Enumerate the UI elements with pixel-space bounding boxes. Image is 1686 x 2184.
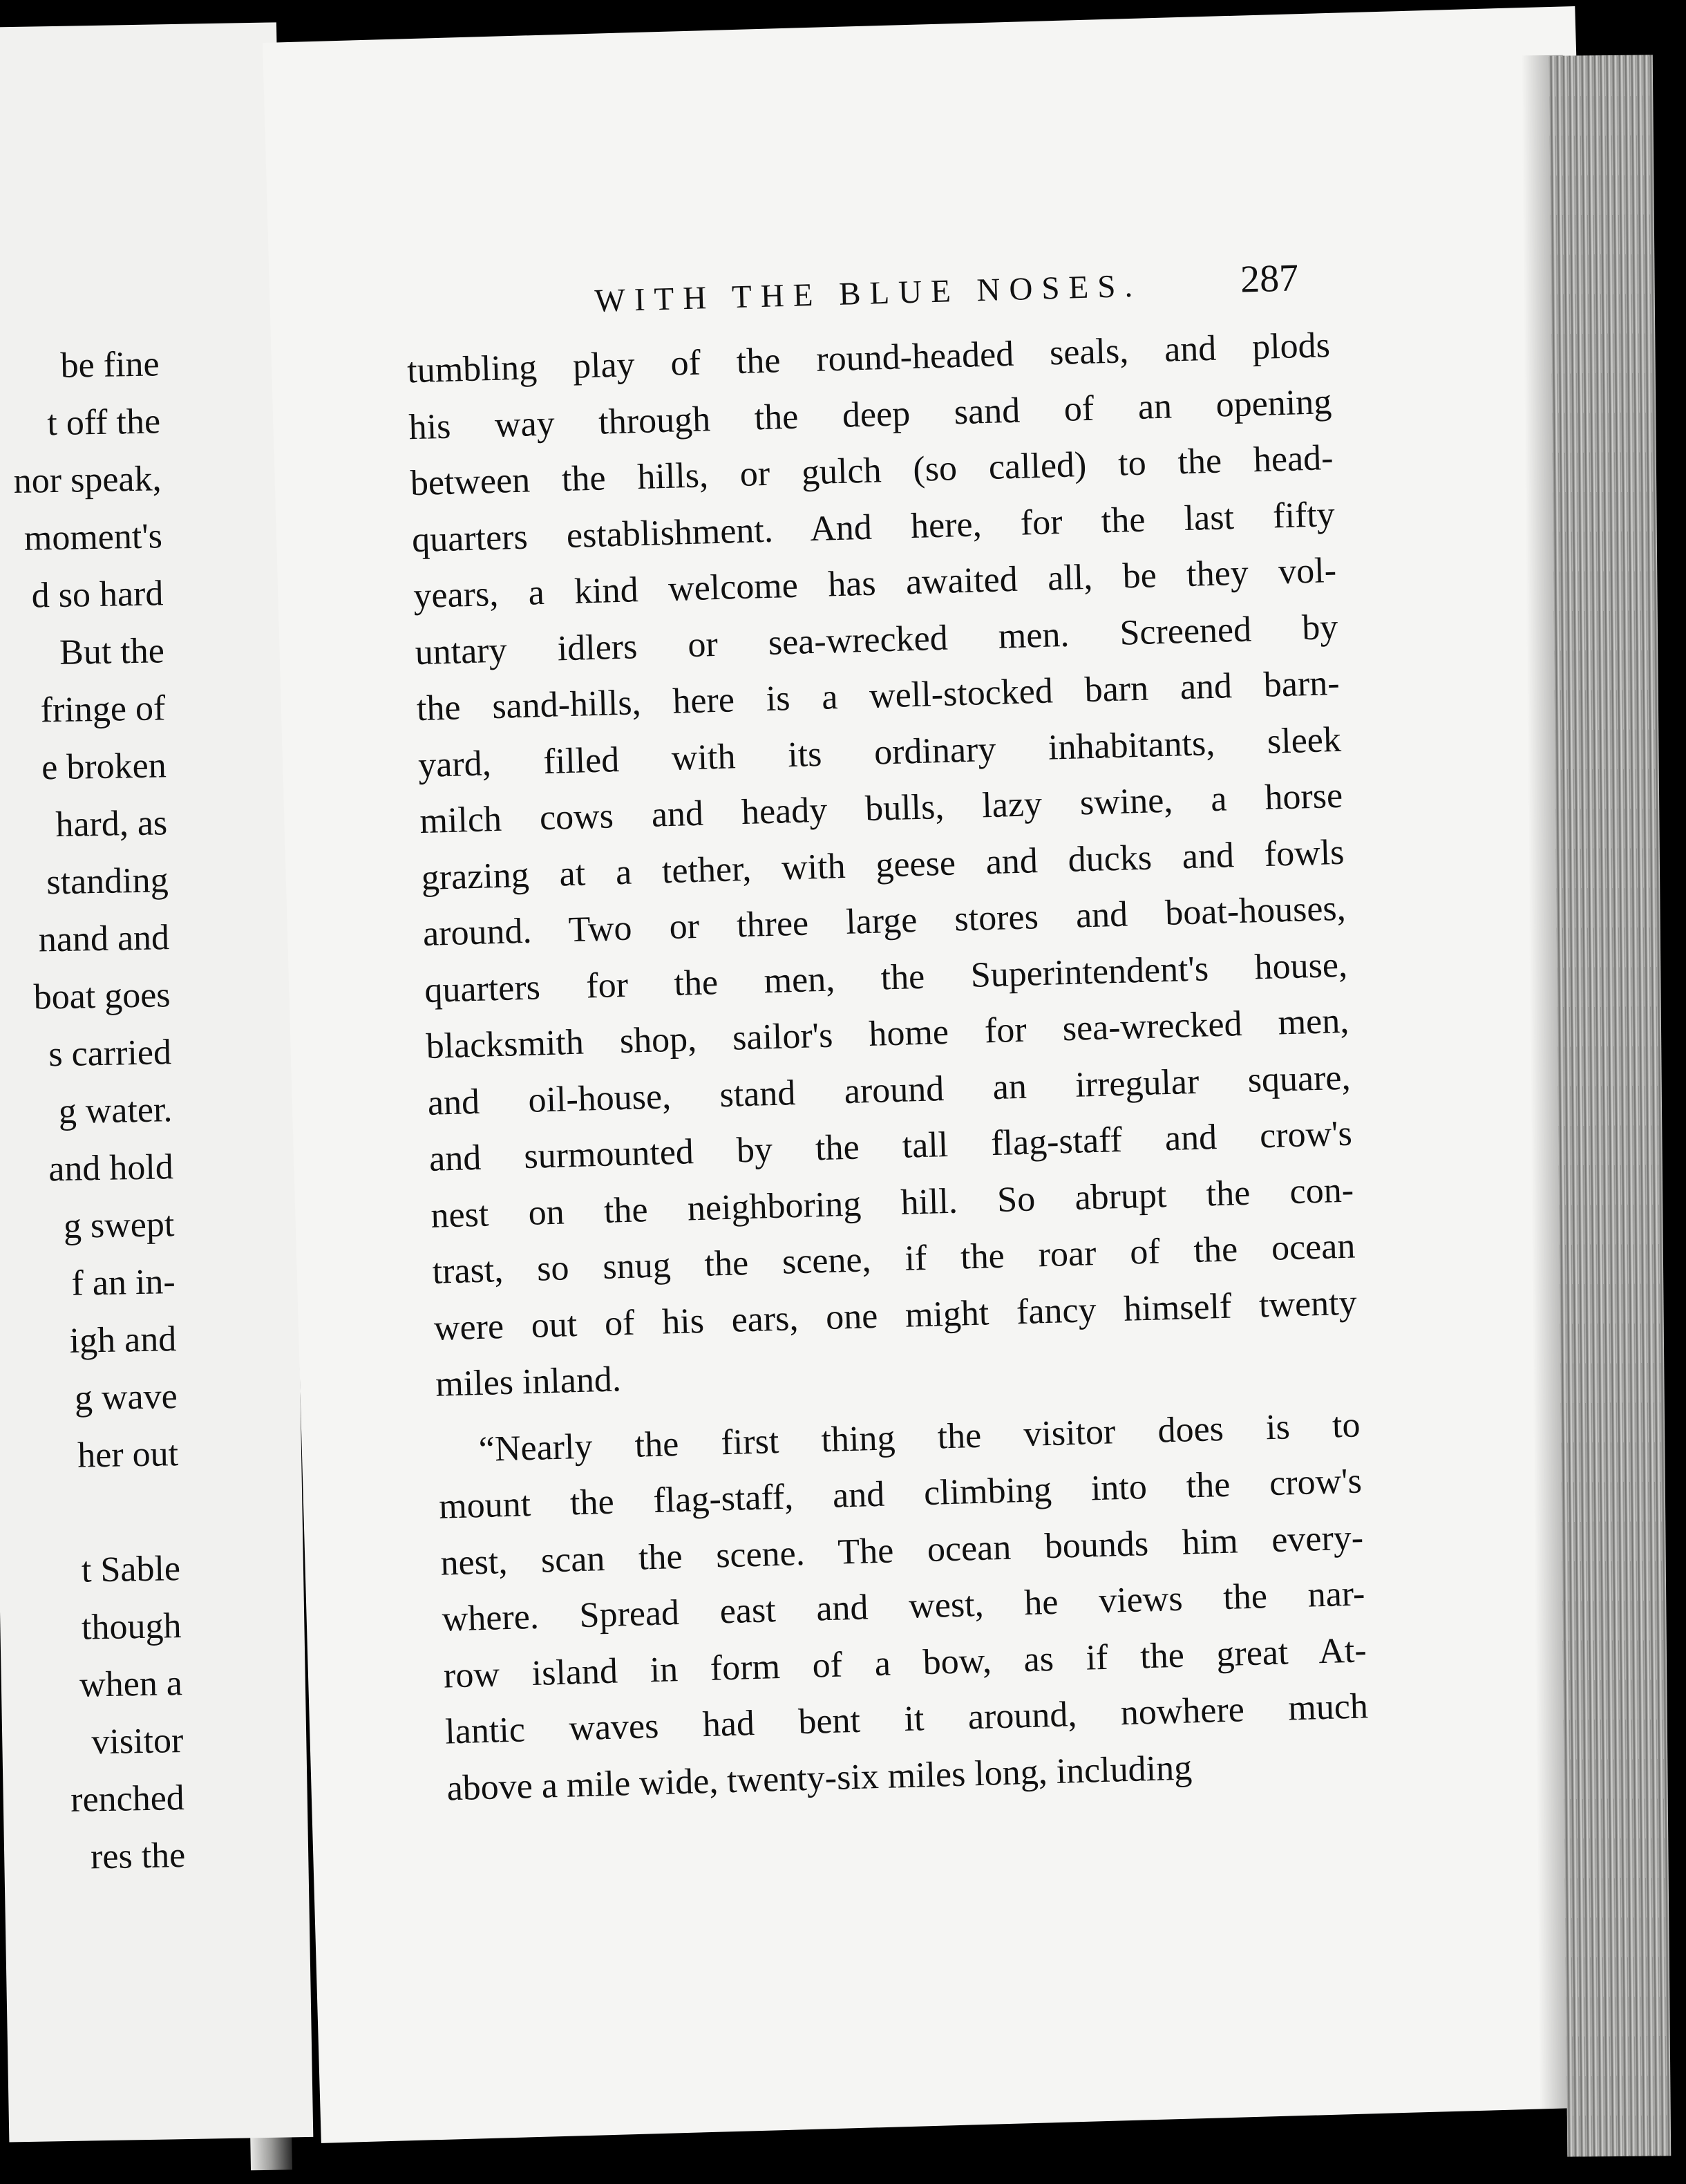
left-page-line: her out bbox=[77, 1434, 179, 1476]
left-page-line: f an in- bbox=[71, 1262, 176, 1303]
text-line: mount the flag-staff, and climbing into the crow's bbox=[438, 1461, 1363, 1527]
text-line: yard, filled with its ordinary inhabitants, sleek bbox=[417, 719, 1342, 785]
text-line: quarters establishment. And here, for the last fifty bbox=[411, 494, 1336, 560]
left-page-line: But the bbox=[59, 631, 165, 672]
left-page bbox=[0, 22, 313, 2142]
left-page-line: boat goes bbox=[33, 975, 171, 1017]
left-page-line: res the bbox=[90, 1836, 186, 1877]
text-line: between the hills, or gulch (so called) to the head- bbox=[410, 437, 1334, 504]
text-line: lantic waves had bent it around, nowhere much bbox=[444, 1686, 1369, 1752]
page-edges bbox=[1549, 55, 1671, 2156]
left-page-line: e broken bbox=[41, 746, 167, 788]
running-head: WITH THE BLUE NOSES. bbox=[594, 267, 1142, 319]
text-line: were out of his ears, one might fancy himself twenty bbox=[433, 1283, 1358, 1348]
left-page-line: g water. bbox=[58, 1090, 173, 1132]
left-page-line: g wave bbox=[74, 1377, 178, 1418]
left-page-line: igh and bbox=[69, 1319, 177, 1361]
paragraph bbox=[437, 1397, 1370, 1817]
left-page-line: standing bbox=[46, 860, 169, 903]
page-body bbox=[406, 317, 1370, 1816]
text-line: nest on the neighboring hill. So abrupt the con- bbox=[430, 1170, 1354, 1236]
text-line: quarters for the men, the Superintendent's house, bbox=[424, 945, 1348, 1010]
left-page-line: nand and bbox=[38, 918, 170, 960]
left-page-line bbox=[0, 1482, 180, 1543]
text-line: and oil-house, stand around an irregular square, bbox=[427, 1057, 1352, 1123]
left-page-text bbox=[0, 335, 186, 1887]
text-line: his way through the deep sand of an opening bbox=[408, 382, 1332, 447]
text-line: blacksmith shop, sailor's home for sea-wrecked men, bbox=[425, 1001, 1349, 1066]
left-page-line: and hold bbox=[48, 1147, 174, 1189]
left-page-line: fringe of bbox=[40, 688, 166, 731]
text-line: around. Two or three large stores and boat-houses, bbox=[422, 888, 1347, 954]
main-page bbox=[263, 6, 1633, 2143]
left-page-line: t Sable bbox=[81, 1549, 181, 1590]
left-page-line: renched bbox=[70, 1778, 185, 1820]
text-line: milch cows and heady bulls, lazy swine, a horse bbox=[419, 775, 1343, 842]
left-page-line: moment's bbox=[23, 516, 163, 558]
text-line: nest, scan the scene. The ocean bounds him every- bbox=[439, 1517, 1364, 1583]
text-line: “Nearly the first thing the visitor does is to bbox=[478, 1404, 1361, 1469]
left-page-line: when a bbox=[79, 1664, 183, 1705]
text-line: grazing at a tether, with geese and ducks and fowls bbox=[421, 832, 1345, 898]
text-line: and surmounted by the tall flag-staff and crow's bbox=[428, 1113, 1353, 1179]
left-page-line: visitor bbox=[91, 1721, 184, 1762]
text-line: trast, so snug the scene, if the roar of the ocean bbox=[431, 1226, 1356, 1292]
paragraph bbox=[406, 317, 1359, 1413]
text-line: untary idlers or sea-wrecked men. Screened by bbox=[414, 607, 1338, 672]
text-line: years, a kind welcome has awaited all, be they vol- bbox=[413, 550, 1337, 616]
text-line: above a mile wide, twenty-six miles long, including bbox=[446, 1747, 1193, 1809]
text-line: the sand-hills, here is a well-stocked barn and barn- bbox=[416, 663, 1341, 729]
left-page-line: be fine bbox=[60, 344, 160, 386]
text-line: miles inland. bbox=[435, 1359, 622, 1404]
text-line: where. Spread east and west, he views the nar- bbox=[441, 1574, 1366, 1639]
left-page-line: nor speak, bbox=[13, 459, 162, 502]
page-number: 287 bbox=[1240, 256, 1299, 301]
left-page-line: though bbox=[81, 1606, 182, 1648]
left-page-line: hard, as bbox=[55, 803, 168, 845]
text-line: row island in form of a bow, as if the great At- bbox=[443, 1630, 1367, 1696]
left-page-line: s carried bbox=[48, 1033, 172, 1075]
text-line: tumbling play of the round-headed seals, and plods bbox=[406, 326, 1331, 391]
left-page-line: d so hard bbox=[31, 574, 164, 616]
left-page-line: g swept bbox=[63, 1205, 175, 1246]
left-page-line: t off the bbox=[46, 402, 161, 444]
